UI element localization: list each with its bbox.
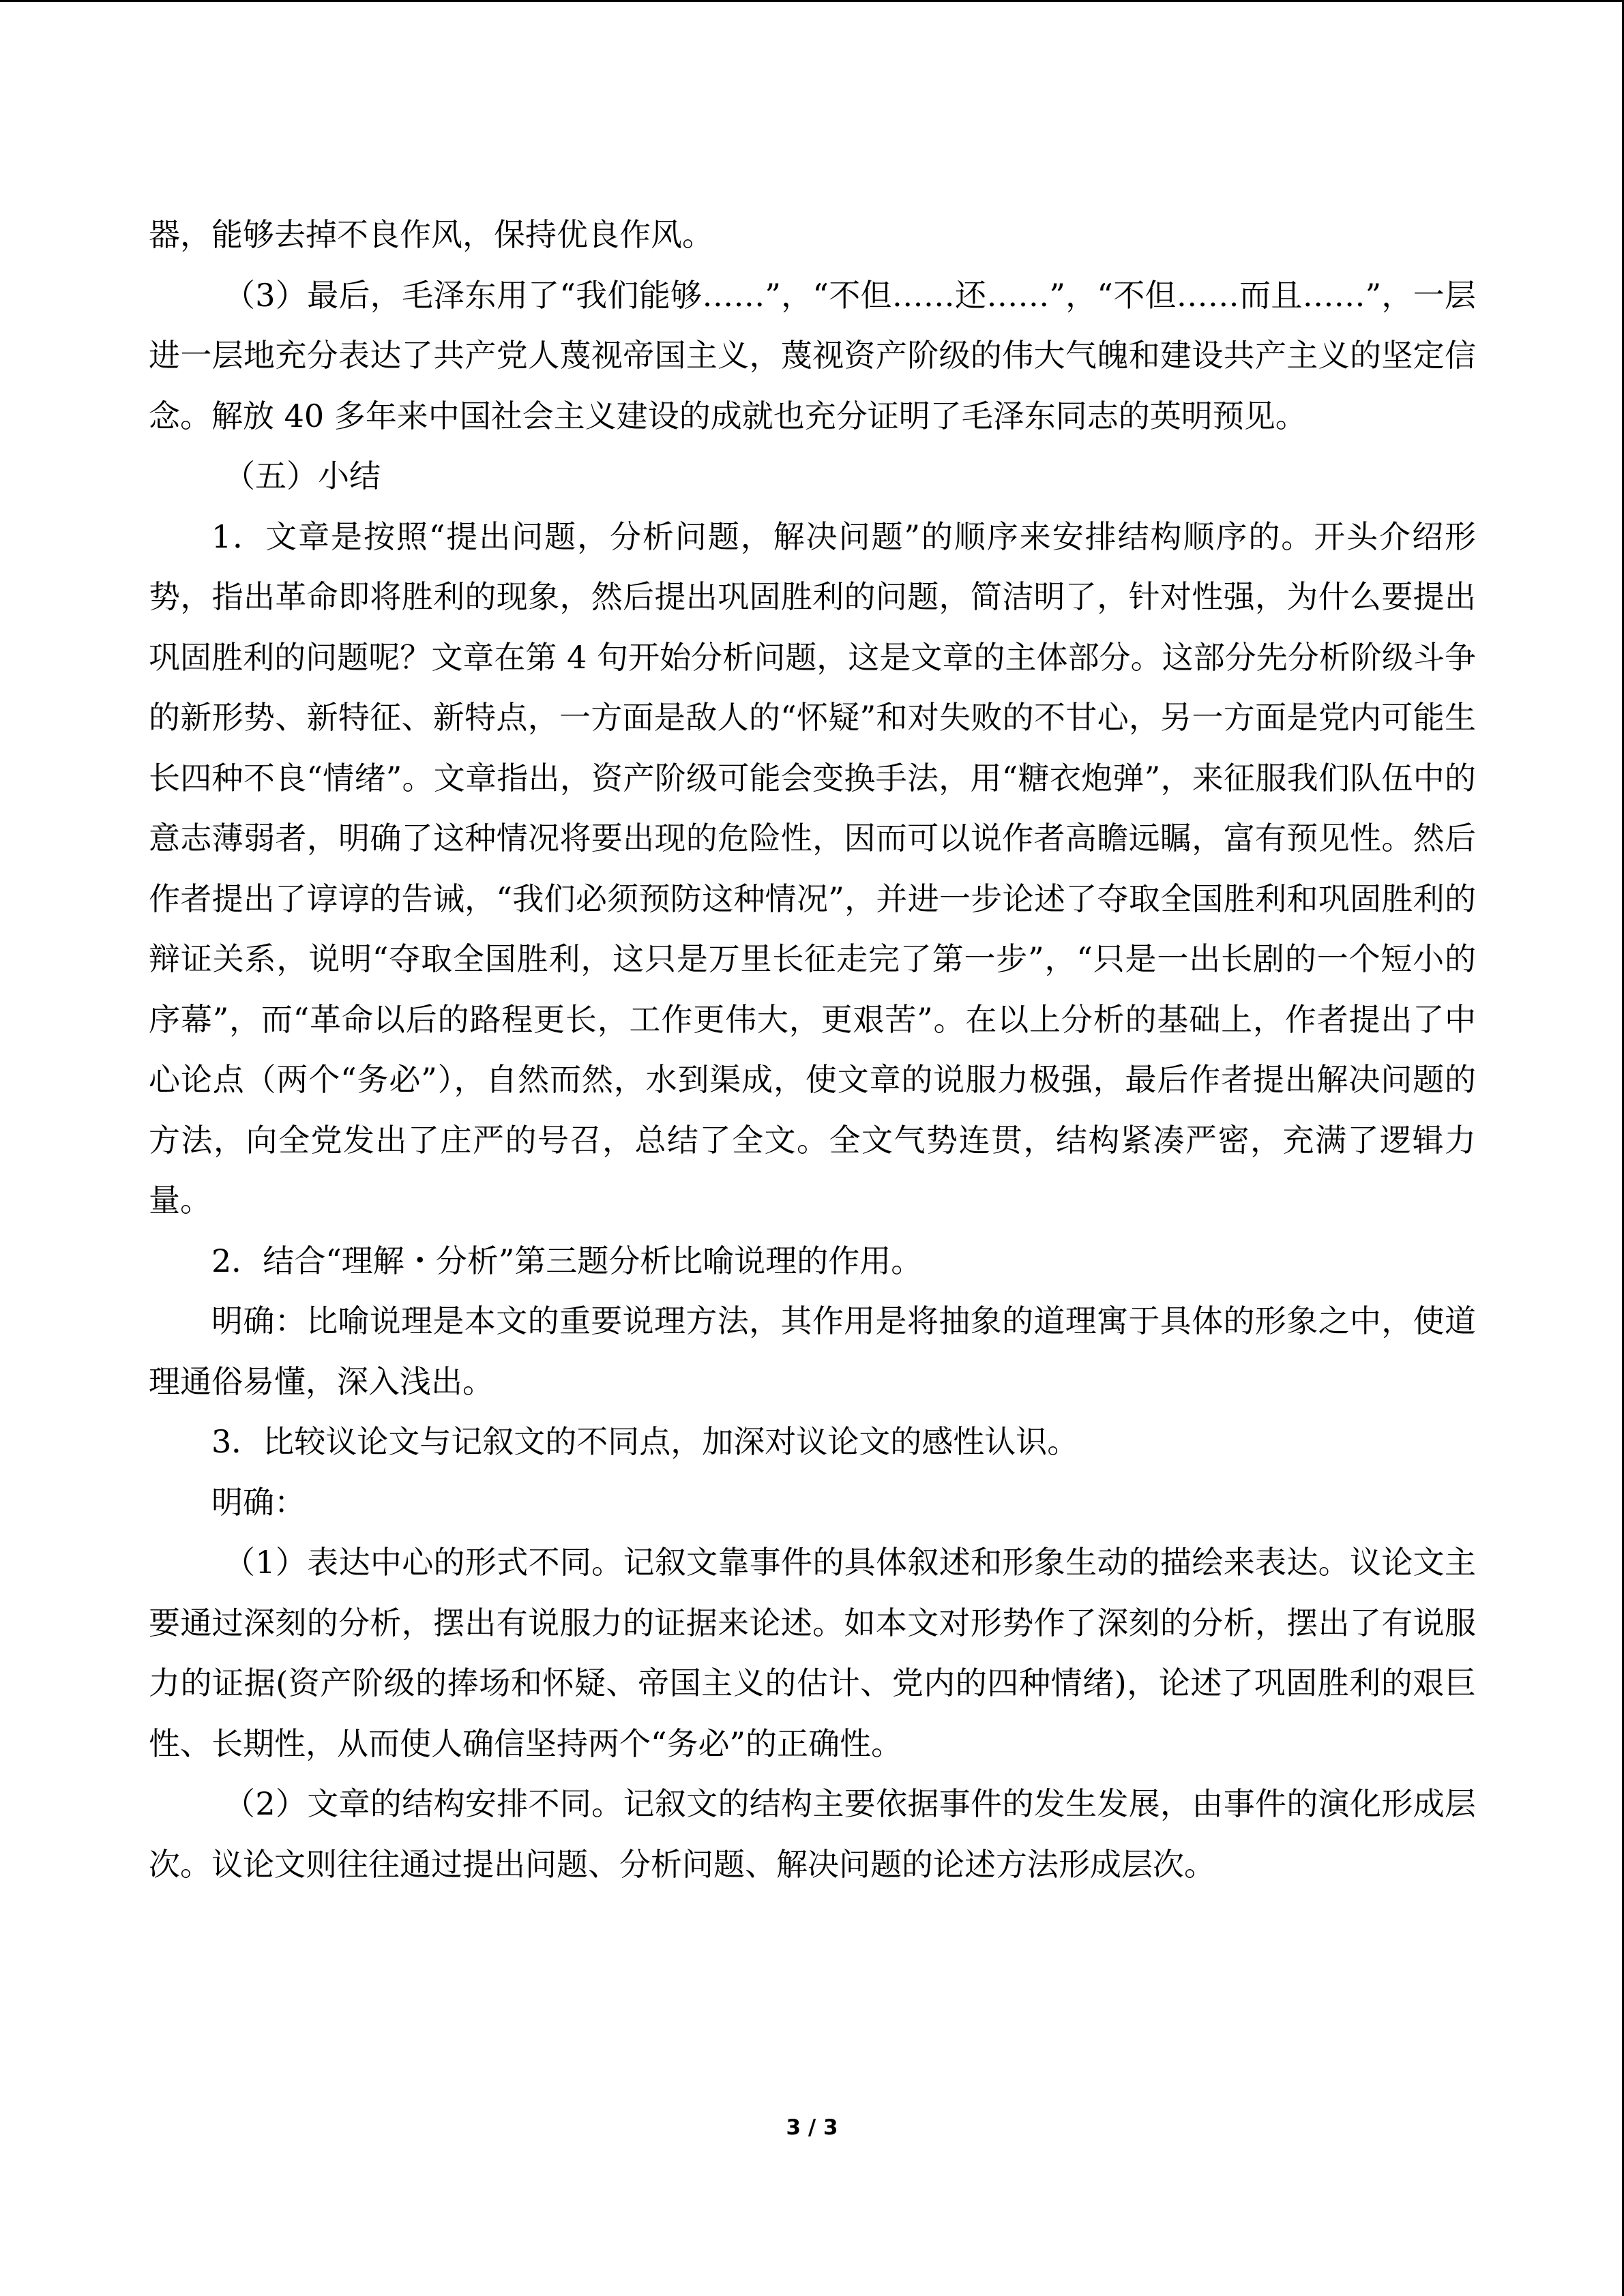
paragraph-answer-2: 明确：比喻说理是本文的重要说理方法，其作用是将抽象的道理寓于具体的形象之中，使道理通俗易懂，深入浅出。 (149, 1302, 1476, 1400)
page-number: 3 / 3 (786, 2115, 838, 2140)
paragraph-difference-2: （2）文章的结构安排不同。记叙文的结构主要依据事件的发生发展，由事件的演化形成层次。议论文则往往通过提出问题、分析问题、解决问题的论述方法形成层次。 (149, 1785, 1476, 1883)
top-border-line (0, 0, 1624, 2)
paragraph-continuation: 器，能够去掉不良作风，保持优良作风。 (149, 216, 713, 253)
paragraph-summary-1: 1．文章是按照“提出问题，分析问题，解决问题”的顺序来安排结构顺序的。开头介绍形势，指出革命即将胜利的现象，然后提出巩固胜利的问题，简洁明了，针对性强，为什么要提出巩固胜利的问题呢？文章在第 4 句开始分析问题，这是文章的主体部分。这部分先分析阶级斗争的新形势、新特征、新特点，一方面是敌人的“怀疑”和对失败的不甘心，另一方面是党内可能生长四种不良“情绪”。文章指出，资产阶级可能会变换手法，用“糖衣炮弹”，来征服我们队伍中的意志薄弱者，明确了这种情况将要出现的危险性，因而可以说作者高瞻远瞩，富有预见性。然后作者提出了谆谆的告诫，“我们必须预防这种情况”，并进一步论述了夺取全国胜利和巩固胜利的辩证关系，说明“夺取全国胜利，这只是万里长征走完了第一步”，“只是一出长剧的一个短小的序幕”，而“革命以后的路程更长，工作更伟大，更艰苦”。在以上分析的基础上，作者提出了中心论点（两个“务必”），自然而然，水到渠成，使文章的说服力极强，最后作者提出解决问题的方法，向全党发出了庄严的号召，总结了全文。全文气势连贯，结构紧凑严密，充满了逻辑力量。 (149, 518, 1476, 1219)
paragraph-point-3: （3）最后，毛泽东用了“我们能够……”，“不但……还……”，“不但……而且……”，一层进一层地充分表达了共产党人蔑视帝国主义，蔑视资产阶级的伟大气魄和建设共产主义的坚定信念。解放 40 多年来中国社会主义建设的成就也充分证明了毛泽东同志的英明预见。 (149, 276, 1476, 434)
paragraph-summary-2: 2．结合“理解・分析”第三题分析比喻说理的作用。 (211, 1242, 923, 1279)
section-heading-summary: （五）小结 (224, 458, 381, 494)
paragraph-answer-label: 明确： (211, 1483, 306, 1521)
paragraph-difference-1: （1）表达中心的形式不同。记叙文靠事件的具体叙述和形象生动的描绘来表达。议论文主要通过深刻的分析，摆出有说服力的证据来论述。如本文对形势作了深刻的分析，摆出了有说服力的证据(资产阶级的捧场和怀疑、帝国主义的估计、党内的四种情绪)，论述了巩固胜利的艰巨性、长期性，从而使人确信坚持两个“务必”的正确性。 (149, 1544, 1476, 1762)
document-body (149, 205, 1476, 1894)
paragraph-summary-3: 3．比较议论文与记叙文的不同点，加深对议论文的感性认识。 (211, 1423, 1079, 1460)
